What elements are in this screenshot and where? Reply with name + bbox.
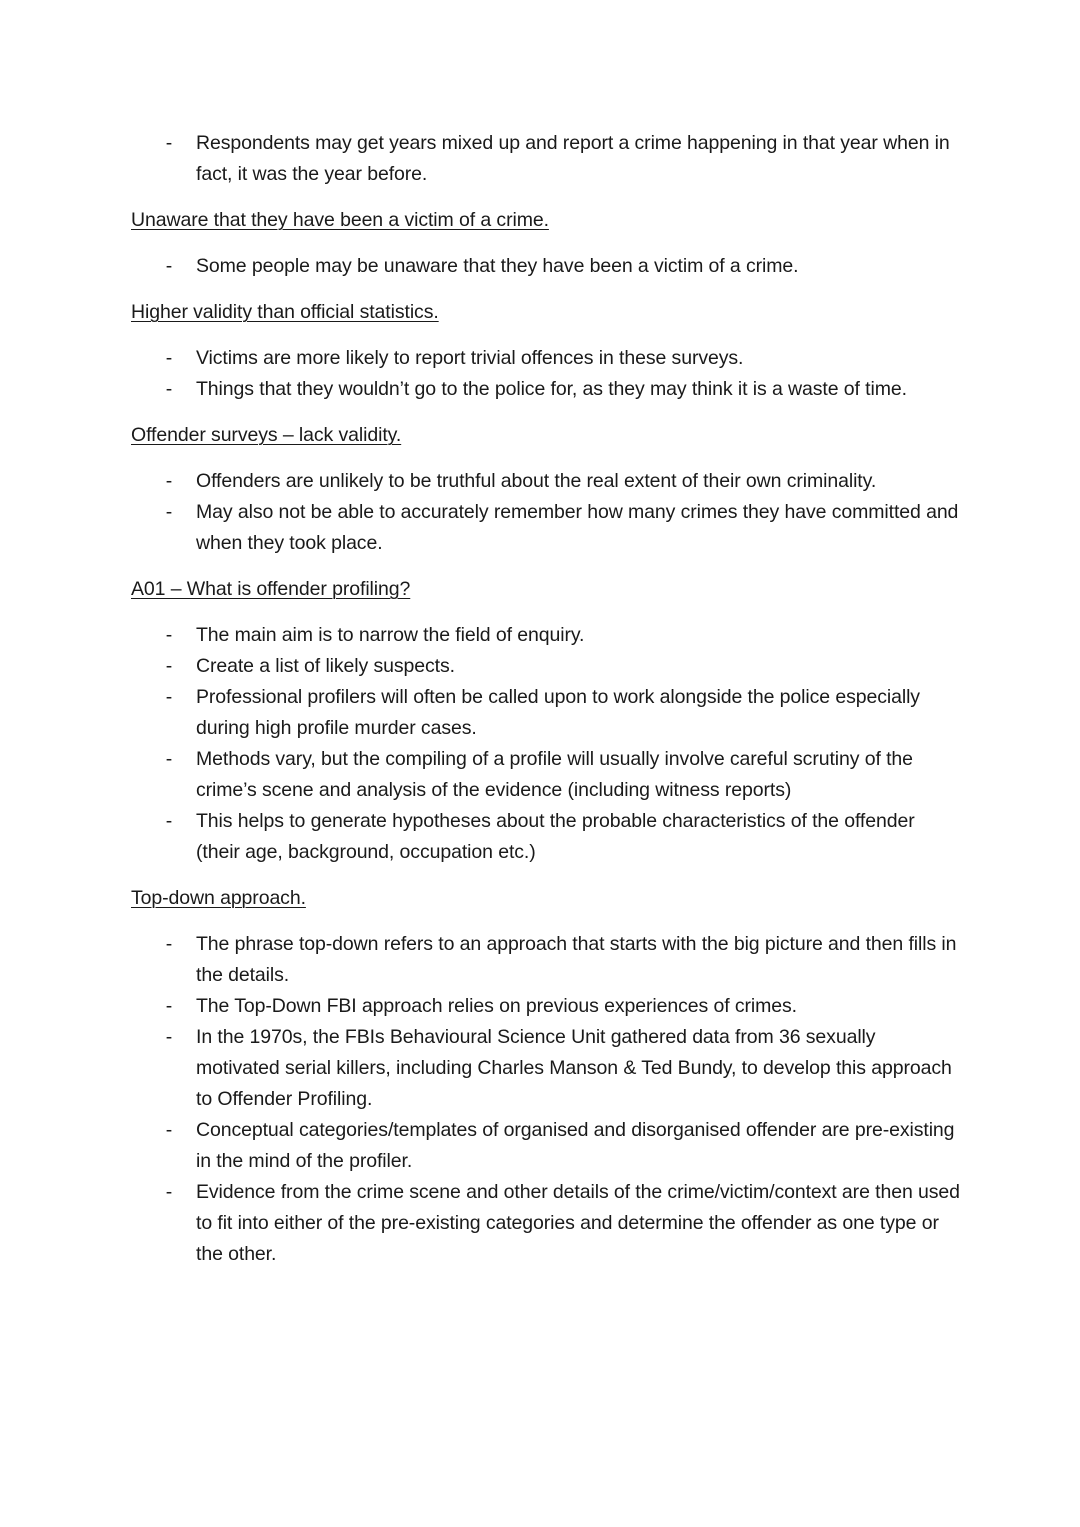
dash-marker: - xyxy=(165,1026,173,1048)
dash-marker: - xyxy=(165,1119,173,1141)
list-item xyxy=(131,466,961,497)
section-heading: Unaware that they have been a victim of a crime. xyxy=(131,209,549,231)
bullet-text: Evidence from the crime scene and other details of the crime/victim/context are then used to fit into either of the pre-existing categories and determine the offender as one type or the other. xyxy=(196,1181,960,1265)
list-item xyxy=(131,1177,961,1270)
dash-marker: - xyxy=(165,347,173,369)
dash-marker: - xyxy=(165,501,173,523)
bullet-text: Some people may be unaware that they have been a victim of a crime. xyxy=(196,255,799,277)
bullet-list xyxy=(131,251,961,282)
bullet-list xyxy=(131,128,961,190)
document-content xyxy=(131,128,961,1270)
dash-marker: - xyxy=(165,624,173,646)
dash-marker: - xyxy=(165,1181,173,1203)
list-item xyxy=(131,128,961,190)
bullet-text: This helps to generate hypotheses about the probable characteristics of the offender (their age, background, occupation etc.) xyxy=(196,810,915,863)
dash-marker: - xyxy=(165,378,173,400)
dash-marker: - xyxy=(165,933,173,955)
bullet-text: Victims are more likely to report trivial offences in these surveys. xyxy=(196,347,744,369)
bullet-text: May also not be able to accurately remember how many crimes they have committed and when they took place. xyxy=(196,501,959,554)
list-item xyxy=(131,251,961,282)
list-item xyxy=(131,1022,961,1115)
list-item xyxy=(131,991,961,1022)
bullet-list xyxy=(131,620,961,868)
bullet-text: Things that they wouldn’t go to the police for, as they may think it is a waste of time. xyxy=(196,378,907,400)
dash-marker: - xyxy=(165,132,173,154)
bullet-list xyxy=(131,466,961,559)
list-item xyxy=(131,806,961,868)
list-item xyxy=(131,929,961,991)
bullet-text: Conceptual categories/templates of organised and disorganised offender are pre-existing in the mind of the profiler. xyxy=(196,1119,955,1172)
list-item xyxy=(131,620,961,651)
list-item xyxy=(131,744,961,806)
bullet-text: In the 1970s, the FBIs Behavioural Science Unit gathered data from 36 sexually motivated serial killers, including Charles Manson & Ted Bundy, to develop this approach to Offender Profiling. xyxy=(196,1026,952,1110)
bullet-list xyxy=(131,929,961,1270)
bullet-text: Respondents may get years mixed up and report a crime happening in that year when in fact, it was the year before. xyxy=(196,132,950,185)
bullet-text: Professional profilers will often be called upon to work alongside the police especially during high profile murder cases. xyxy=(196,686,920,739)
dash-marker: - xyxy=(165,810,173,832)
list-item xyxy=(131,651,961,682)
dash-marker: - xyxy=(165,995,173,1017)
bullet-text: The phrase top-down refers to an approach that starts with the big picture and then fills in the details. xyxy=(196,933,957,986)
section-heading: Higher validity than official statistics. xyxy=(131,301,439,323)
section-heading: Offender surveys – lack validity. xyxy=(131,424,402,446)
dash-marker: - xyxy=(165,655,173,677)
dash-marker: - xyxy=(165,686,173,708)
dash-marker: - xyxy=(165,255,173,277)
list-item xyxy=(131,682,961,744)
bullet-text: The Top-Down FBI approach relies on previous experiences of crimes. xyxy=(196,995,797,1017)
bullet-list xyxy=(131,343,961,405)
section-heading: Top-down approach. xyxy=(131,887,306,909)
bullet-text: The main aim is to narrow the field of enquiry. xyxy=(196,624,585,646)
dash-marker: - xyxy=(165,748,173,770)
list-item xyxy=(131,1115,961,1177)
bullet-text: Create a list of likely suspects. xyxy=(196,655,455,677)
section-heading: A01 – What is offender profiling? xyxy=(131,578,411,600)
list-item xyxy=(131,497,961,559)
dash-marker: - xyxy=(165,470,173,492)
bullet-text: Methods vary, but the compiling of a profile will usually involve careful scrutiny of the crime’s scene and analysis of the evidence (including witness reports) xyxy=(196,748,913,801)
list-item xyxy=(131,374,961,405)
list-item xyxy=(131,343,961,374)
bullet-text: Offenders are unlikely to be truthful about the real extent of their own criminality. xyxy=(196,470,877,492)
